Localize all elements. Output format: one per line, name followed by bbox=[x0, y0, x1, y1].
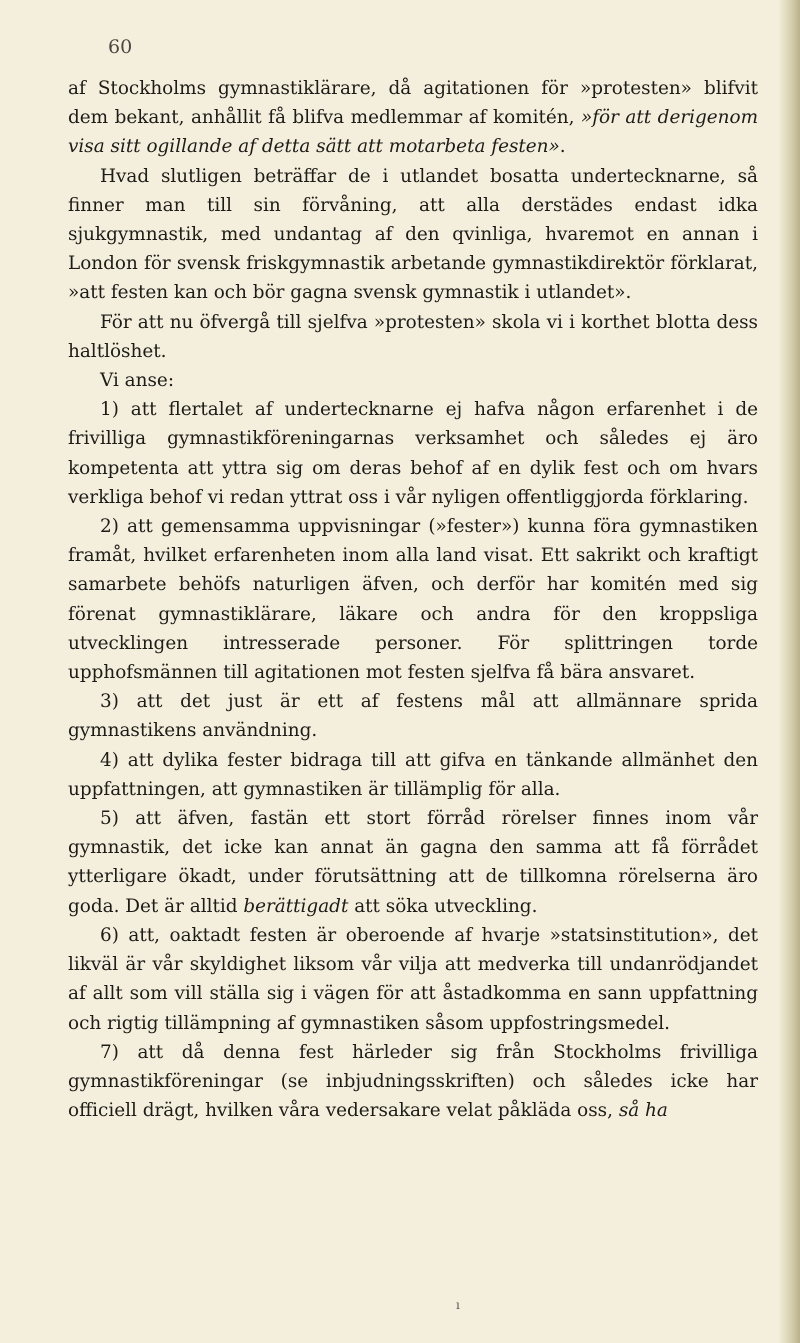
page-edge-shadow bbox=[778, 0, 800, 1343]
paragraph bbox=[68, 687, 758, 745]
paragraph bbox=[68, 804, 758, 921]
text-run: att söka utveckling. bbox=[348, 895, 538, 917]
paragraph bbox=[68, 74, 758, 162]
text-run: Vi anse: bbox=[100, 370, 175, 392]
text-run: 3) att det just är ett af festens mål att allmännare sprida gymnastikens användning. bbox=[68, 691, 758, 742]
text-run: 7) att då denna fest härleder sig från Stockholms frivilliga gymnastikföreningar (se inbjudningsskriften) och således icke har officiell drägt, hvilken våra vedersakare velat påkläda oss, bbox=[68, 1041, 758, 1122]
paragraph bbox=[68, 162, 758, 308]
italic-text: »för att derigenom visa sitt ogillande af detta sätt att motarbeta festen» bbox=[68, 107, 759, 158]
paragraph bbox=[68, 1038, 758, 1126]
text-run: 4) att dylika fester bidraga till att gifva en tänkande allmänhet den uppfattningen, att gymnastiken är tillämplig för alla. bbox=[68, 749, 758, 800]
paragraph bbox=[68, 746, 758, 804]
page-number: 60 bbox=[108, 36, 133, 58]
italic-text: berättigadt bbox=[243, 895, 349, 917]
paragraph bbox=[68, 366, 758, 395]
stray-mark: ı bbox=[456, 1298, 460, 1312]
paragraph bbox=[68, 308, 758, 366]
text-run: . bbox=[559, 136, 566, 158]
text-run: Hvad slutligen beträffar de i utlandet bosatta undertecknarne, så finner man till sin förvåning, att alla derstädes endast idka sjukgymnastik, med undantag af den qvinliga, hvaremot en annan i London för svensk friskgymnastik arbetande gymnastikdirektör förklarat, »att festen kan och bör gagna svensk gymnastik i utlandet». bbox=[68, 165, 758, 304]
text-run: af Stockholms gymnastiklärare, då agitationen för »protesten» blifvit dem bekant, anhållit få blifva medlemmar af komitén, bbox=[68, 78, 758, 129]
text-run: 5) att äfven, fastän ett stort förråd rörelser finnes inom vår gymnastik, det icke kan annat än gagna den samma att få förrådet ytterligare ökadt, under förutsättning att de tillkomna rörelserna äro goda. Det är alltid bbox=[68, 808, 758, 917]
paragraph bbox=[68, 395, 758, 512]
paragraph bbox=[68, 512, 758, 687]
text-run: 2) att gemensamma uppvisningar (»fester») kunna föra gymnastiken framåt, hvilket erfarenheten inom alla land visat. Ett sakrikt och kraftigt samarbete behöfs naturligen äfven, och derför har komitén med sig förenat gymnastiklärare, läkare och andra för den kroppsliga utvecklingen intresserade personer. För splittringen torde upphofsmännen till agitationen mot festen sjelfva få bära ansvaret. bbox=[68, 516, 758, 684]
body-text bbox=[68, 74, 758, 1125]
text-run: 1) att flertalet af undertecknarne ej hafva någon erfarenhet i de frivilliga gymnastikföreningarnas verksamhet och således ej äro kompetenta att yttra sig om deras behof af en dylik fest och om hvars verkliga behof vi redan yttrat oss i vår nyligen offentliggjorda förklaring. bbox=[68, 399, 758, 508]
italic-text: så ha bbox=[618, 1100, 668, 1122]
text-run: 6) att, oaktadt festen är oberoende af hvarje »statsinstitution», det likväl är vår skyldighet liksom vår vilja att medverka till undanrödjandet af allt som vill ställa sig i vägen för att åstadkomma en sann uppfattning och rigtig tillämpning af gymnastiken såsom uppfostringsmedel. bbox=[68, 924, 758, 1034]
text-run: För att nu öfvergå till sjelfva »protesten» skola vi i korthet blotta dess haltlöshet. bbox=[68, 311, 758, 362]
paragraph bbox=[68, 921, 758, 1038]
